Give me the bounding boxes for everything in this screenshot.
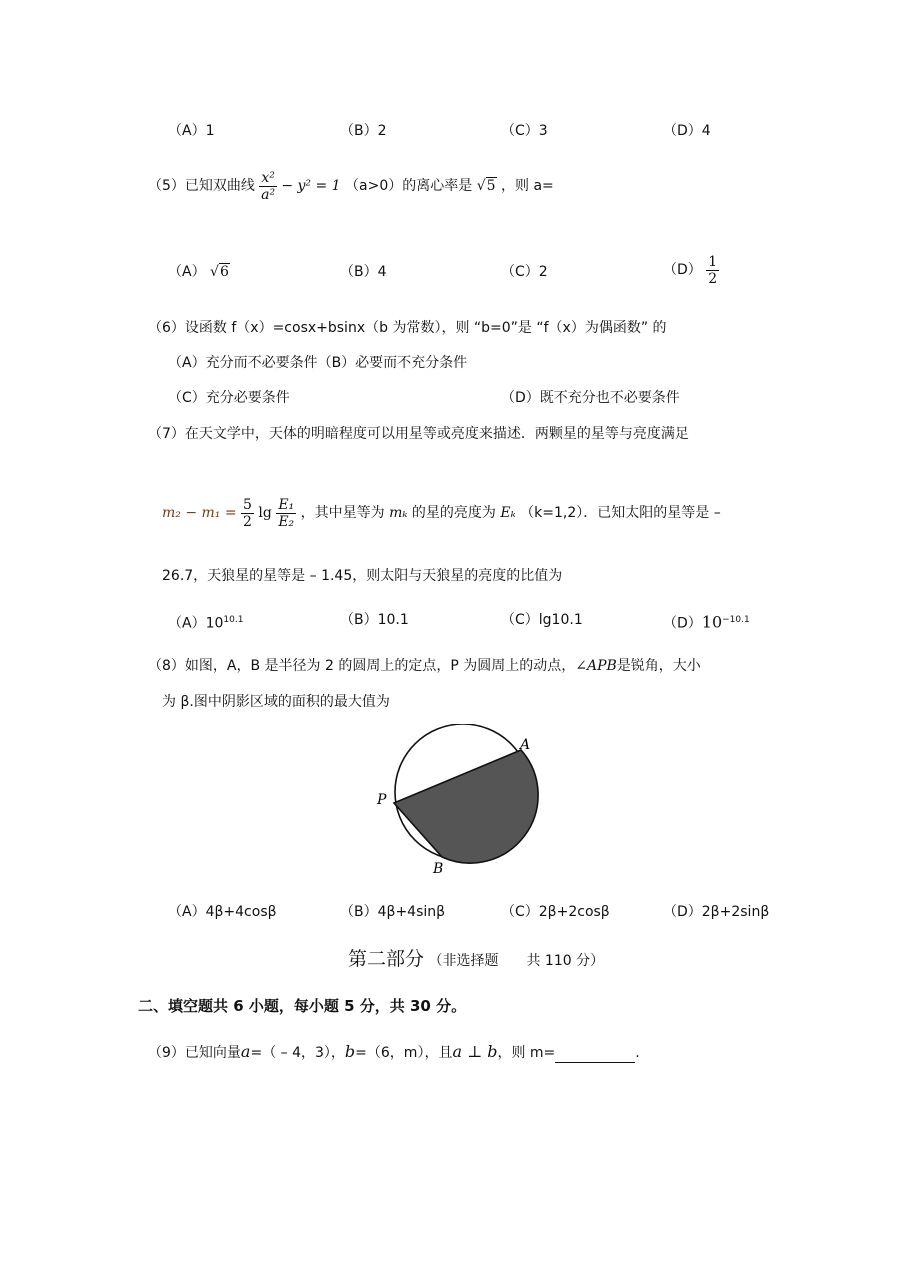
q9-vector-b: b	[344, 1042, 356, 1061]
q7-option-c: （C）lg10.1	[501, 612, 583, 628]
q5-frac-den: a²	[261, 186, 276, 203]
q8-stem-line2: 为 β.图中阴影区域的面积的最大值为	[162, 694, 390, 710]
part2-subtitle: （非选择题 共 110 分）	[428, 953, 605, 969]
q7-option-a	[168, 610, 243, 634]
q5-option-d-num: 1	[708, 253, 718, 270]
q5-option-a-val: 6	[219, 264, 229, 280]
part2-title: 第二部分	[348, 948, 425, 970]
q7-option-d-label: （D）	[663, 615, 702, 632]
q9-answer-blank[interactable]	[555, 1048, 635, 1063]
q8-option-d: （D）2β+2sinβ	[663, 904, 770, 920]
q7-frac-den: 2	[243, 513, 252, 530]
q8-label-a: A	[520, 737, 531, 753]
q8-option-c: （C）2β+2cosβ	[501, 904, 610, 920]
q9-a-val: =（ – 4，3），	[250, 1045, 345, 1061]
q7-ek: Eₖ	[500, 505, 516, 521]
q7-line2: 26.7，天狼星的星等是 – 1.45，则太阳与天狼星的亮度的比值为	[162, 568, 563, 584]
q8-option-b: （B）4β+4sinβ	[340, 904, 446, 920]
q5-option-a-label: （A）	[168, 264, 206, 280]
q6-option-d: （D）既不充分也不必要条件	[501, 390, 680, 406]
q8-figure-drawing	[394, 724, 538, 863]
q5-suffix: ，则 a=	[501, 178, 554, 194]
q5-option-d-label: （D）	[663, 262, 702, 278]
q5-option-c: （C）2	[501, 264, 548, 280]
part2-heading	[348, 946, 604, 974]
q5-expr: − y² = 1	[281, 178, 341, 194]
q7-mk: mₖ	[389, 505, 408, 521]
q9-prefix: （9）已知向量	[148, 1045, 241, 1061]
q5-option-b: （B）4	[340, 264, 387, 280]
q7-efrac-den: E₂	[278, 513, 295, 530]
q9-suffix: ，则 m=	[497, 1045, 556, 1061]
q7-mid2: 的星的亮度为	[411, 505, 496, 521]
section2-heading: 二、填空题共 6 小题，每小题 5 分，共 30 分。	[138, 997, 467, 1015]
q7-efrac-num: E₁	[278, 496, 295, 513]
q8-label-b: B	[433, 861, 444, 877]
q7-formula-left: m₂ − m₁ =	[162, 505, 237, 521]
q7-option-a-base: （A）10	[168, 615, 224, 632]
q5-prefix: （5）已知双曲线	[148, 178, 255, 194]
q7-frac-52	[241, 497, 254, 530]
q9-end: .	[635, 1045, 640, 1061]
q7-formula-line	[162, 488, 721, 538]
q5-fraction	[259, 170, 277, 203]
q6-option-ab: （A）充分而不必要条件（B）必要而不充分条件	[168, 355, 468, 371]
q8-label-p: P	[377, 792, 387, 808]
q8-option-a: （A）4β+4cosβ	[168, 904, 277, 920]
q7-stem: （7）在天文学中，天体的明暗程度可以用星等或亮度来描述．两颗星的星等与亮度满足	[148, 426, 689, 442]
q5-cond: （a>0）的离心率是	[345, 178, 473, 194]
q7-frac-num: 5	[243, 496, 252, 513]
q5-sqrt-val: 5	[486, 178, 496, 194]
q7-option-a-exp: 10.1	[223, 615, 244, 625]
q7-option-d	[663, 610, 750, 634]
q8-circle-figure	[370, 724, 550, 884]
q9-b-val: =（6，m），且	[355, 1045, 453, 1061]
q6-stem: （6）设函数 f（x）=cosx+bsinx（b 为常数），则 “b=0”是 “f（x）为偶函数” 的	[148, 320, 667, 336]
q8-stem1-end: 是锐角，大小	[616, 658, 701, 674]
q7-option-d-base: 10	[701, 612, 723, 632]
q7-mid3: （k=1,2）．已知太阳的星等是 –	[520, 505, 721, 521]
q5-option-d-den: 2	[708, 270, 718, 287]
q5-option-d	[663, 250, 719, 290]
q8-stem-line1	[148, 656, 701, 676]
q7-option-d-exp: −10.1	[722, 615, 750, 625]
q7-option-b: （B）10.1	[340, 612, 409, 628]
q6-option-c: （C）充分必要条件	[168, 390, 290, 406]
q5-option-a	[168, 262, 230, 282]
q8-stem1: （8）如图，A，B 是半径为 2 的圆周上的定点，P 为圆周上的动点，	[148, 658, 576, 674]
q4-option-c: （C）3	[501, 123, 548, 139]
q9-stem	[148, 1042, 640, 1063]
q9-vector-a: a	[240, 1042, 251, 1061]
q7-lg: lg	[258, 505, 272, 521]
q7-frac-e	[276, 497, 296, 530]
q4-option-d: （D）4	[663, 123, 711, 139]
q5-frac-num: x²	[261, 169, 275, 186]
q7-mid1: ，其中星等为	[300, 505, 385, 521]
q4-option-b: （B）2	[340, 123, 387, 139]
q9-perp: a ⊥ b	[452, 1042, 498, 1061]
q5-sqrt: √5	[476, 178, 496, 194]
q5-option-a-sqrt: √6	[210, 264, 229, 280]
q8-angle: ∠APB	[575, 658, 617, 674]
q4-option-a: （A）1	[168, 123, 215, 139]
q5-option-d-frac	[706, 254, 719, 287]
q5-stem	[148, 166, 554, 206]
